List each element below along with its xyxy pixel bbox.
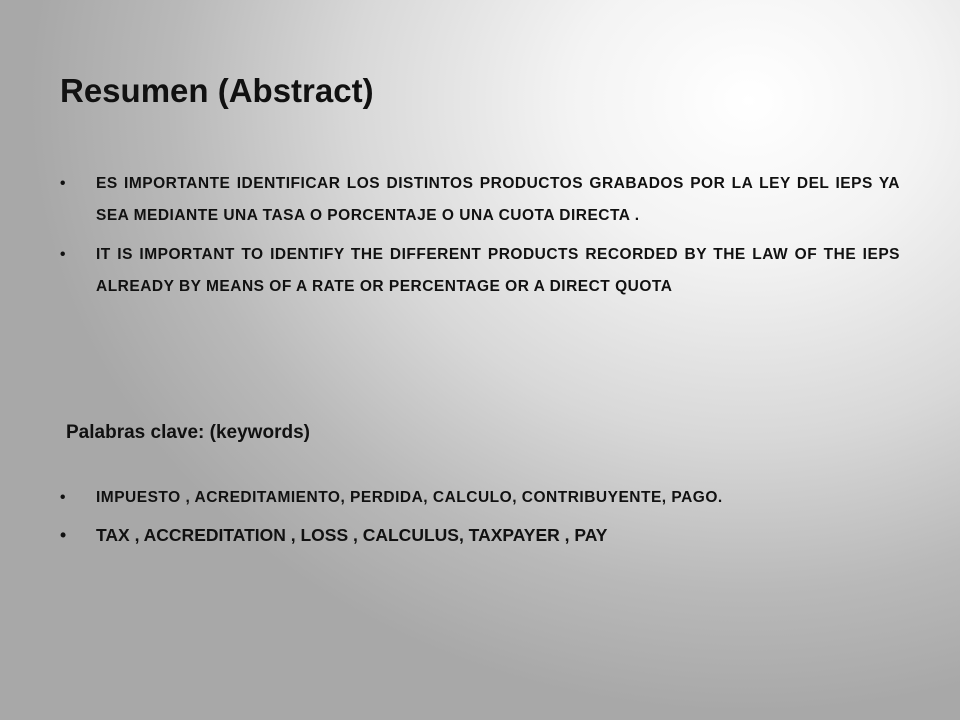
keywords-bullet-list [60,479,900,550]
bullet-dot-icon: • [60,246,66,263]
bullet-dot-icon: • [60,489,66,506]
keywords-bullet-spanish [60,479,900,516]
abstract-text-english: IT IS IMPORTANT TO IDENTIFY THE DIFFERENT PRODUCTS RECORDED BY THE LAW OF THE IEPS ALREADY BY MEANS OF A RATE OR PERCENTAGE OR A DIRECT QUOTA [96,246,900,295]
slide-title: Resumen (Abstract) [60,72,374,109]
bullet-dot-icon: • [60,525,67,545]
keywords-heading: Palabras clave: (keywords) [66,422,310,443]
bullet-dot-icon: • [60,175,66,192]
keywords-bullet-english [60,520,900,550]
keywords-text-spanish: IMPUESTO , ACREDITAMIENTO, PERDIDA, CALCULO, CONTRIBUYENTE, PAGO. [96,489,723,506]
abstract-bullet-spanish [60,168,900,232]
abstract-bullet-english [60,239,900,303]
keywords-text-english: TAX , ACCREDITATION , LOSS , CALCULUS, TAXPAYER , PAY [96,525,608,545]
abstract-text-spanish: ES IMPORTANTE IDENTIFICAR LOS DISTINTOS PRODUCTOS GRABADOS POR LA LEY DEL IEPS YA SEA MEDIANTE UNA TASA O PORCENTAJE O UNA CUOTA DIRECTA . [96,175,900,224]
abstract-bullet-list [60,168,900,310]
